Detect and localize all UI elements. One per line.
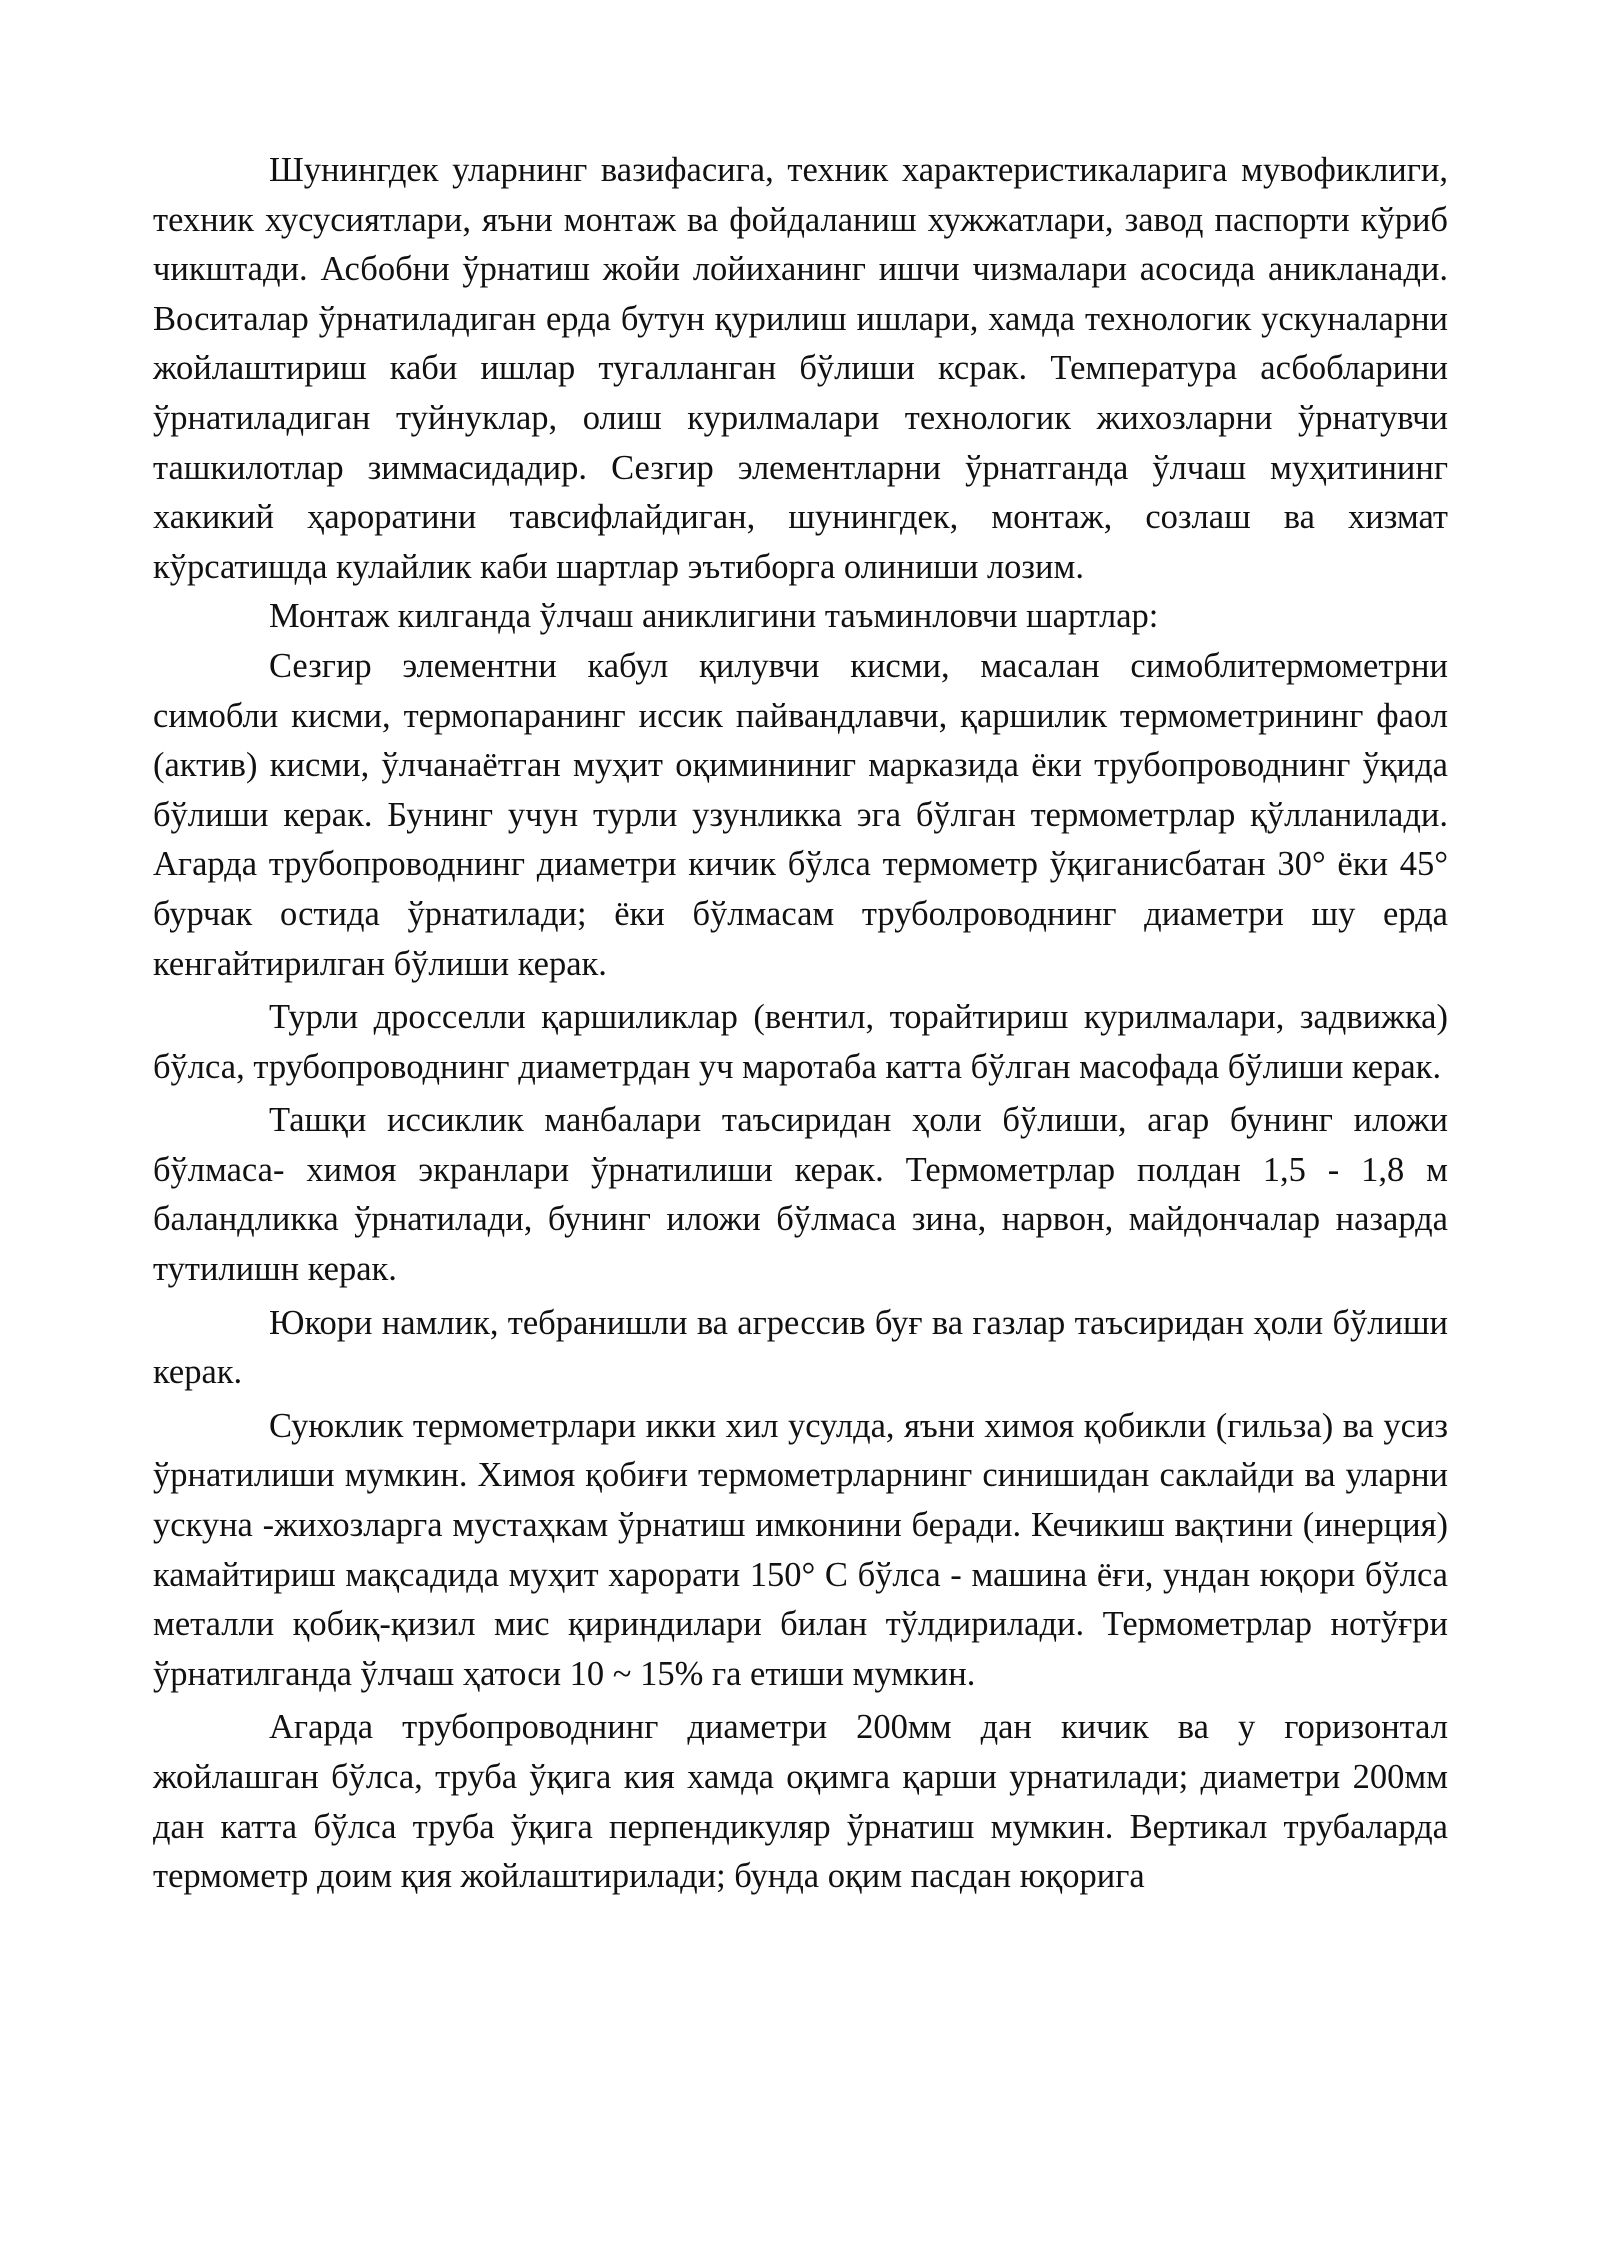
paragraph-pipeline-diameter: Агарда трубопроводнинг диаметри 200мм дан кичик ва у горизонтал жойлашган бўлса, труба ўқига кия хамда оқимга қарши урнатилади; диаметри 200мм дан катта бўлса труба ўқига перпендикуляр ўрнатиш мумкин. Вертикал трубаларда термометр доим қия жойлаштирилади; бунда оқим пасдан юқорига bbox=[153, 1708, 1448, 1896]
paragraph-humidity-vibration: Юкори намлик, тебранишли ва агрессив буғ ва газлар таъсиридан ҳоли бўлиши керак. bbox=[153, 1303, 1448, 1392]
paragraph-external-heat-sources: Ташқи иссиклик манбалари таъсиридан ҳоли бўлиши, агар бунинг иложи бўлмаса- химоя экранлари ўрнатилиши керак. Термометрлар полдан 1,5 - 1,8 м баландликка ўрнатилади, бунинг иложи бўлмаса зина, нарвон, майдончалар назарда тутилишн керак. bbox=[153, 1101, 1448, 1289]
paragraph-sensing-element-position: Сезгир элементни кабул қилувчи кисми, масалан симоблитермометрни симобли кисми, термопаранинг иссик пайвандлавчи, қаршилик термометрининг фаол (актив) кисми, ўлчанаётган муҳит оқимининиг марказида ёки трубопроводнинг ўқида бўлиши керак. Бунинг учун турли узунликка эга бўлган термометрлар қўлланилади. Агарда трубопроводнинг диаметри кичик бўлса термометр ўқиганисбатан 30° ёки 45° бурчак остида ўрнатилади; ёки бўлмасам труболроводнинг диаметри шу ерда кенгайтирилган бўлиши керак. bbox=[153, 646, 1448, 983]
document-body bbox=[153, 146, 1448, 1902]
paragraph-accuracy-conditions-heading: Монтаж килганда ўлчаш аниклигини таъминловчи шартлар: bbox=[269, 597, 1159, 636]
paragraph-throttle-resistances: Турли дросселли қаршиликлар (вентил, торайтириш курилмалари, задвижка) бўлса, трубопроводнинг диаметрдан уч маротаба катта бўлган масофада бўлиши керак. bbox=[153, 998, 1448, 1086]
paragraph-installation-requirements: Шунингдек уларнинг вазифасига, техник характеристикаларига мувофиклиги, техник хусусиятлари, яъни монтаж ва фойдаланиш хужжатлари, завод паспорти кўриб чикштади. Асбобни ўрнатиш жойи лойиханинг ишчи чизмалари асосида аникланади. Воситалар ўрнатиладиган ерда бутун қурилиш ишлари, хамда технологик ускуналарни жойлаштириш каби ишлар тугалланган бўлиши ксрак. Температура асбобларини ўрнатиладиган туйнуклар, олиш курилмалари технологик жихозларни ўрнатувчи ташкилотлар зиммасидадир. Сезгир элементларни ўрнатганда ўлчаш муҳитининг хакикий ҳароратини тавсифлайдиган, шунингдек, монтаж, созлаш ва хизмат кўрсатишда кулайлик каби шартлар эътиборга олиниши лозим. bbox=[153, 151, 1448, 586]
paragraph-liquid-thermometers: Суюклик термометрлари икки хил усулда, яъни химоя қобикли (гильза) ва усиз ўрнатилиши мумкин. Химоя қобиғи термометрларнинг синишидан саклайди ва уларни ускуна -жихозларга мустаҳкам ўрнатиш имконини беради. Кечикиш вақтини (инерция) камайтириш мақсадида муҳит харорати 150° С бўлса - машина ёғи, ундан юқори бўлса металли қобиқ-қизил мис қириндилари билан тўлдирилади. Термометрлар нотўғри ўрнатилганда ўлчаш ҳатоси 10 ~ 15% га етиши мумкин. bbox=[153, 1406, 1448, 1693]
